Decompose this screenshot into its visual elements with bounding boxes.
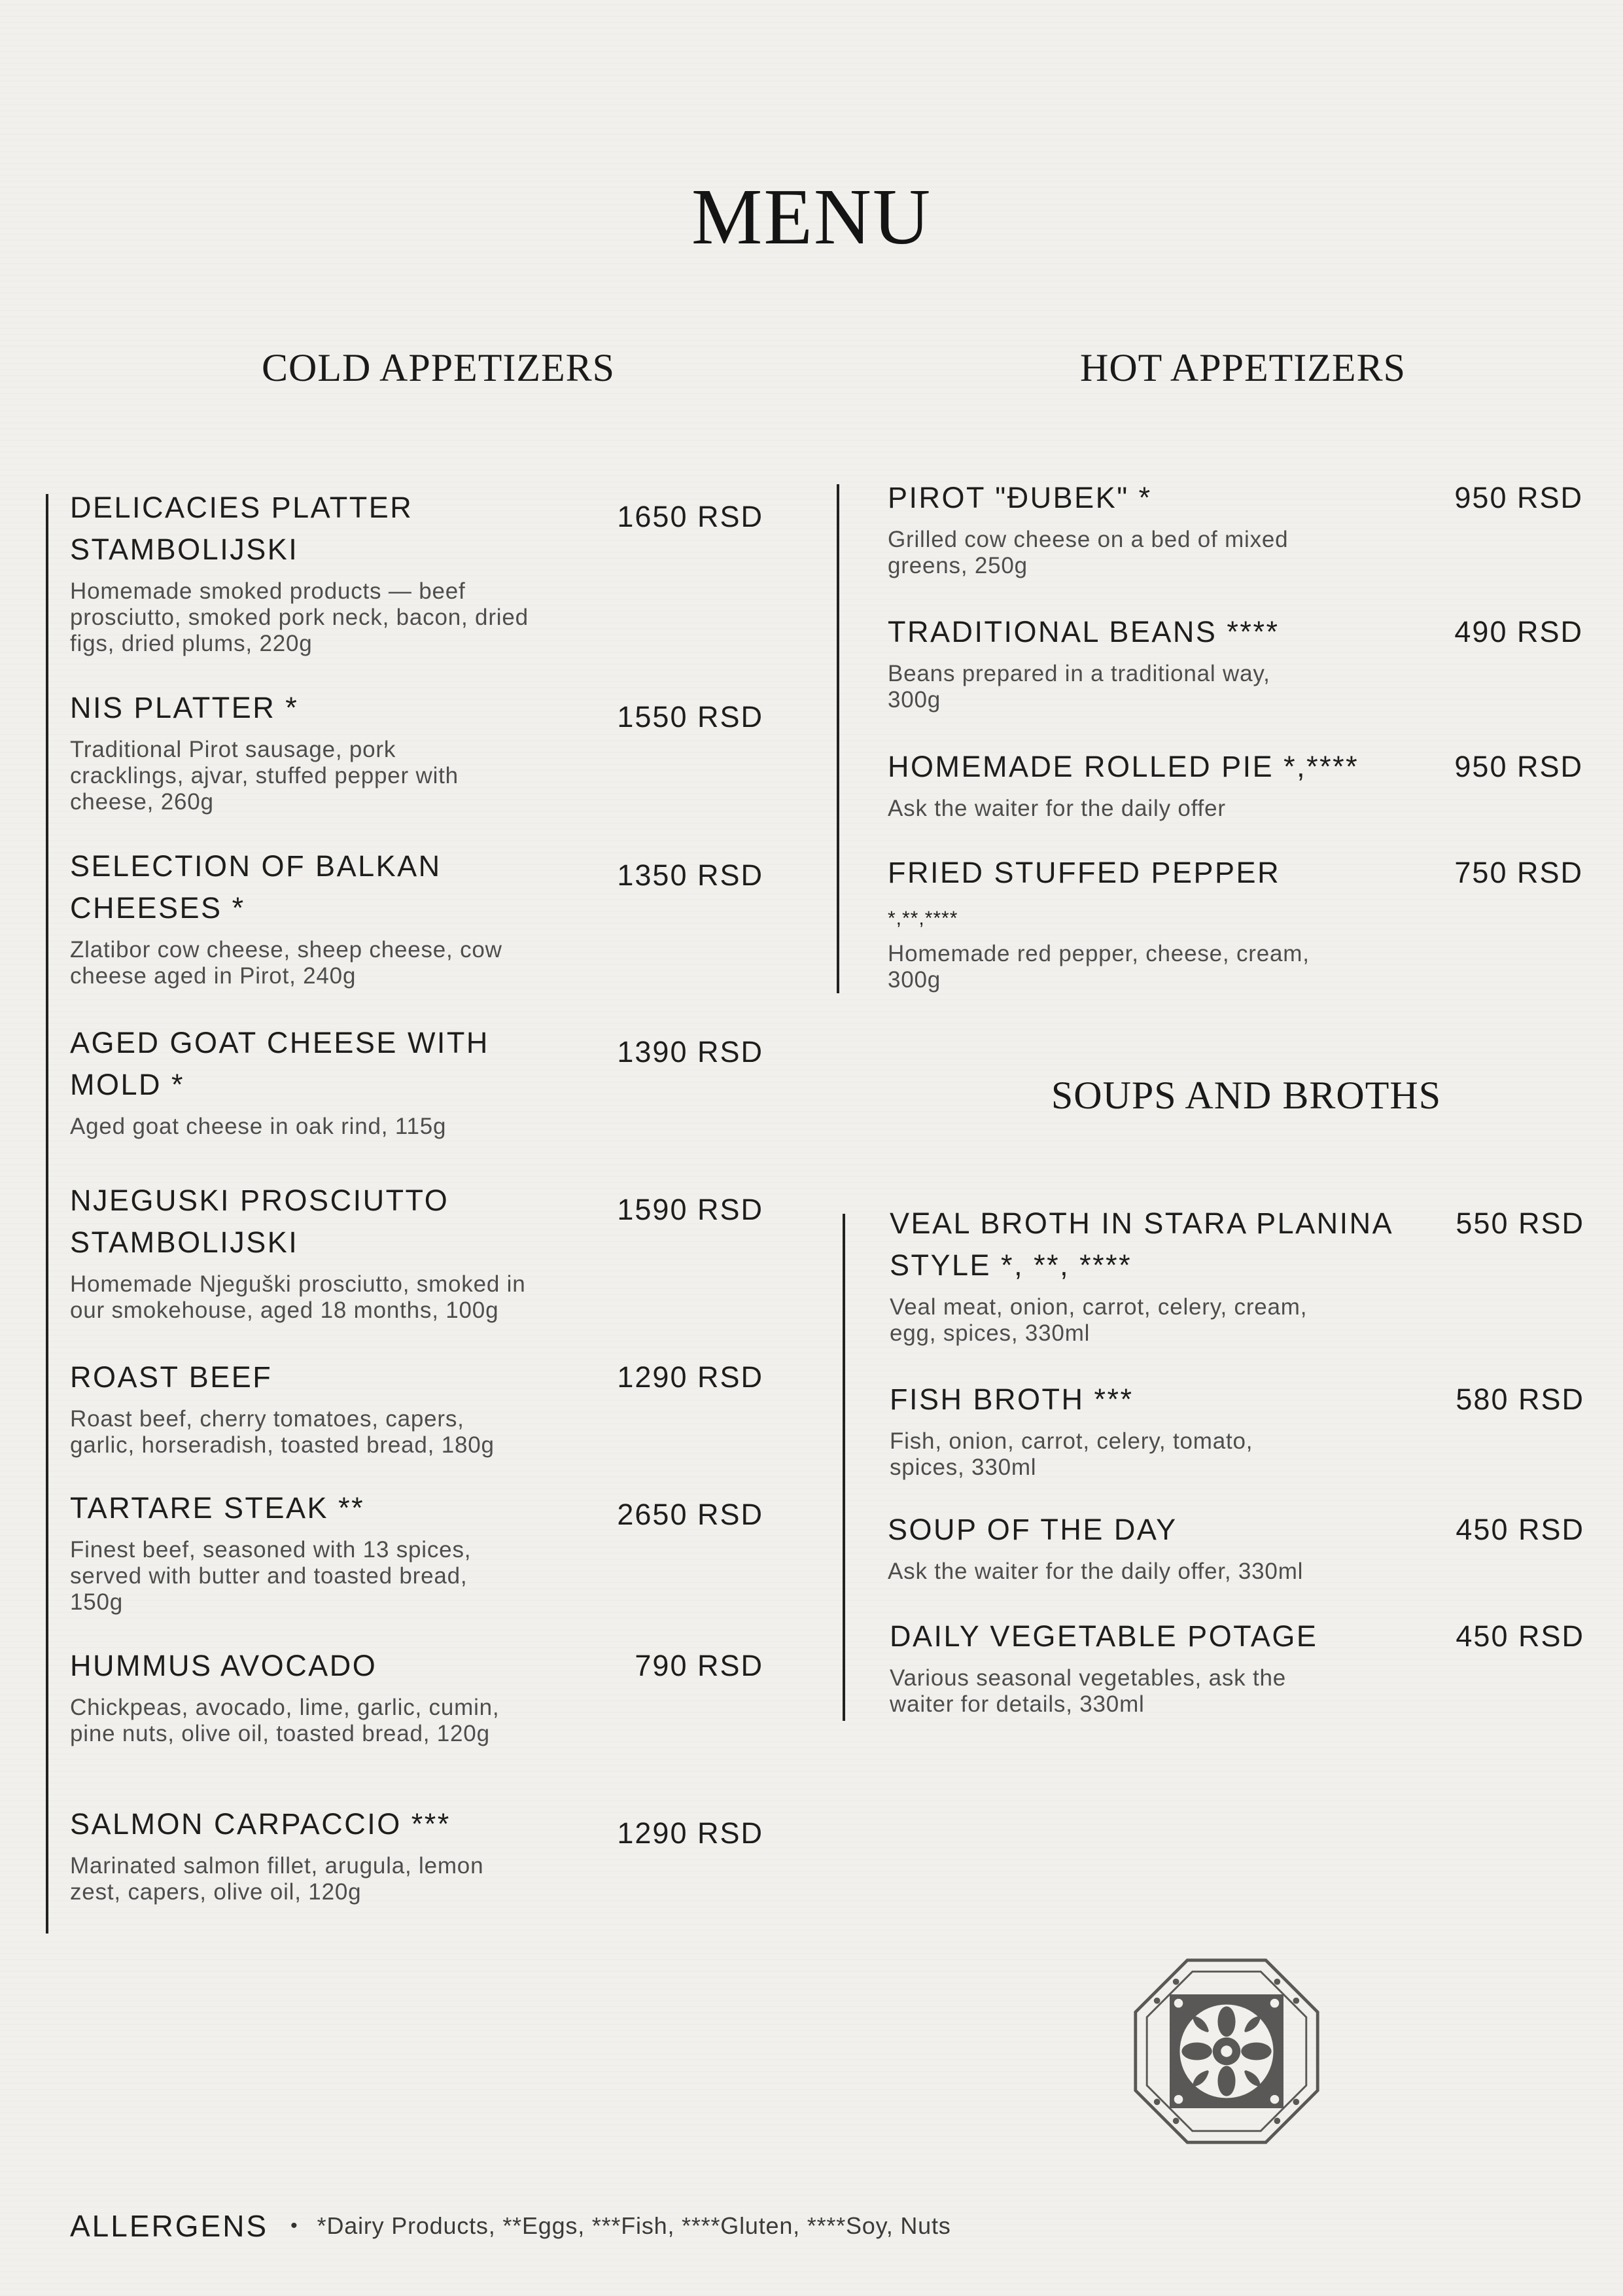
menu-item bbox=[888, 746, 1583, 822]
allergens-label: ALLERGENS bbox=[70, 2209, 269, 2243]
item-name: AGED GOAT CHEESE WITH MOLD * bbox=[70, 1026, 489, 1101]
item-description: Roast beef, cherry tomatoes, capers, garlic, horseradish, toasted bread, 180g bbox=[70, 1406, 495, 1458]
item-description: Beans prepared in a traditional way, 300g bbox=[888, 661, 1270, 713]
item-price: 1350 RSD bbox=[617, 858, 763, 892]
menu-item bbox=[70, 1803, 763, 1905]
item-name: SOUP OF THE DAY bbox=[888, 1513, 1178, 1546]
section-title-soups-and-broths: SOUPS AND BROTHS bbox=[1051, 1074, 1442, 1117]
item-price: 1390 RSD bbox=[617, 1035, 763, 1069]
item-price: 790 RSD bbox=[635, 1649, 763, 1682]
item-price: 1290 RSD bbox=[617, 1360, 763, 1394]
item-description: Marinated salmon fillet, arugula, lemon zest, capers, olive oil, 120g bbox=[70, 1853, 484, 1905]
item-price: 1590 RSD bbox=[617, 1193, 763, 1226]
menu-item bbox=[70, 1022, 763, 1140]
item-name: TRADITIONAL BEANS **** bbox=[888, 615, 1280, 648]
menu-item bbox=[70, 487, 763, 657]
item-description: Finest beef, seasoned with 13 spices, served with butter and toasted bread, 150g bbox=[70, 1537, 472, 1615]
menu-item bbox=[70, 1356, 763, 1458]
menu-item bbox=[890, 1203, 1584, 1347]
menu-item bbox=[888, 1509, 1584, 1585]
item-price: 950 RSD bbox=[1454, 481, 1583, 514]
menu-item bbox=[70, 1645, 763, 1747]
menu-item bbox=[70, 1487, 763, 1616]
menu-item bbox=[888, 611, 1583, 713]
item-name: HOMEMADE ROLLED PIE *,**** bbox=[888, 750, 1359, 783]
section-title-cold-appetizers: COLD APPETIZERS bbox=[261, 346, 616, 389]
item-name: ROAST BEEF bbox=[70, 1360, 273, 1394]
menu-title: MENU bbox=[691, 172, 932, 261]
menu-item bbox=[888, 477, 1583, 579]
menu-item bbox=[70, 845, 763, 989]
item-name: TARTARE STEAK ** bbox=[70, 1491, 365, 1525]
item-name: PIROT "ĐUBEK" * bbox=[888, 481, 1152, 514]
item-description: Zlatibor cow cheese, sheep cheese, cow cheese aged in Pirot, 240g bbox=[70, 937, 502, 989]
item-name: SALMON CARPACCIO *** bbox=[70, 1807, 451, 1841]
hot-section-rule bbox=[837, 484, 839, 993]
item-description: Ask the waiter for the daily offer, 330ml bbox=[888, 1559, 1304, 1584]
menu-item bbox=[70, 1180, 763, 1324]
ornamental-octagon-icon bbox=[1132, 1956, 1321, 2146]
menu-item bbox=[888, 852, 1583, 993]
item-description: Grilled cow cheese on a bed of mixed greens, 250g bbox=[888, 527, 1289, 578]
menu-item bbox=[70, 687, 763, 815]
item-description: Ask the waiter for the daily offer bbox=[888, 796, 1226, 821]
item-price: 950 RSD bbox=[1454, 750, 1583, 783]
item-description: Chickpeas, avocado, lime, garlic, cumin, pine nuts, olive oil, toasted bread, 120g bbox=[70, 1695, 500, 1746]
item-price: 490 RSD bbox=[1454, 615, 1583, 648]
item-name: FISH BROTH *** bbox=[890, 1383, 1134, 1416]
item-name: DAILY VEGETABLE POTAGE bbox=[890, 1619, 1318, 1653]
item-price: 1550 RSD bbox=[617, 700, 763, 733]
section-title-hot-appetizers: HOT APPETIZERS bbox=[1080, 346, 1406, 389]
item-description: Homemade smoked products — beef prosciutto, smoked pork neck, bacon, dried figs, dried plums, 220g bbox=[70, 578, 529, 656]
item-price: 1290 RSD bbox=[617, 1816, 763, 1850]
item-description: Homemade red pepper, cheese, cream, 300g bbox=[888, 941, 1310, 993]
item-name: FRIED STUFFED PEPPER *,**,**** bbox=[888, 856, 1281, 929]
bullet-separator: • bbox=[290, 2215, 298, 2236]
item-name: SELECTION OF BALKAN CHEESES * bbox=[70, 849, 442, 925]
item-name: HUMMUS AVOCADO bbox=[70, 1649, 377, 1682]
item-description: Aged goat cheese in oak rind, 115g bbox=[70, 1114, 447, 1139]
menu-item bbox=[890, 1379, 1584, 1481]
allergens-list: *Dairy Products, **Eggs, ***Fish, ****Gluten, ****Soy, Nuts bbox=[317, 2212, 951, 2239]
soups-section-rule bbox=[843, 1214, 845, 1721]
item-price: 750 RSD bbox=[1454, 856, 1583, 889]
item-description: Homemade Njeguški prosciutto, smoked in our smokehouse, aged 18 months, 100g bbox=[70, 1271, 526, 1323]
item-name: VEAL BROTH IN STARA PLANINA STYLE *, **, **** bbox=[890, 1207, 1394, 1282]
item-description: Veal meat, onion, carrot, celery, cream, egg, spices, 330ml bbox=[890, 1294, 1308, 1346]
item-description: Various seasonal vegetables, ask the waiter for details, 330ml bbox=[890, 1665, 1287, 1717]
item-description: Fish, onion, carrot, celery, tomato, spices, 330ml bbox=[890, 1428, 1253, 1480]
item-name: NJEGUSKI PROSCIUTTO STAMBOLIJSKI bbox=[70, 1184, 449, 1259]
item-price: 2650 RSD bbox=[617, 1498, 763, 1531]
menu-item bbox=[890, 1616, 1584, 1718]
item-price: 580 RSD bbox=[1456, 1383, 1584, 1416]
cold-section-rule bbox=[46, 494, 48, 1934]
item-price: 450 RSD bbox=[1456, 1513, 1584, 1546]
item-price: 1650 RSD bbox=[617, 500, 763, 533]
item-price: 550 RSD bbox=[1456, 1207, 1584, 1240]
item-description: Traditional Pirot sausage, pork cracklings, ajvar, stuffed pepper with cheese, 260g bbox=[70, 737, 459, 815]
allergens-footer bbox=[70, 2200, 951, 2252]
item-name: DELICACIES PLATTER STAMBOLIJSKI bbox=[70, 491, 413, 566]
item-name: NIS PLATTER * bbox=[70, 691, 299, 724]
item-price: 450 RSD bbox=[1456, 1619, 1584, 1653]
